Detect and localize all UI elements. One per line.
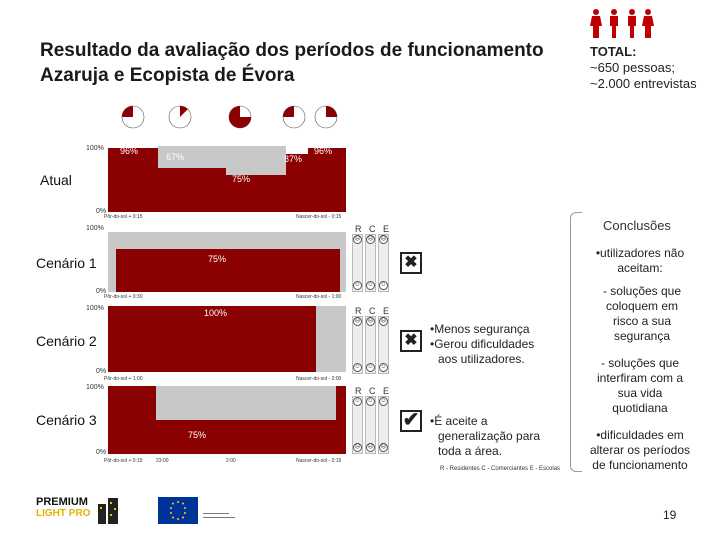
axis-mid-1: 23:00	[156, 458, 169, 464]
premium-light-pro-logo	[36, 494, 144, 526]
face-icon: ☺	[354, 282, 361, 288]
face-icon: ☺	[354, 398, 361, 404]
axis-mid-2: 2:00	[226, 458, 236, 464]
chart-atual	[108, 146, 346, 212]
face-icon: ☹	[354, 236, 361, 242]
rce-header	[355, 224, 389, 234]
page-title	[40, 38, 544, 88]
title-line-1: Resultado da avaliação dos períodos de funcionamento	[40, 40, 544, 61]
people-icon	[588, 8, 658, 38]
rce-c: C	[369, 224, 376, 234]
total-label: TOTAL:	[590, 44, 637, 59]
rce-indicator	[352, 316, 390, 374]
face-icon: ☹	[380, 236, 387, 242]
conclusion-title: Conclusões	[603, 218, 671, 233]
face-icon: ☹	[367, 318, 374, 324]
pct-top: 100%	[86, 384, 104, 391]
rce-header: R C E	[355, 306, 390, 316]
rce-indicator	[352, 396, 390, 454]
rce-r: R	[355, 224, 362, 234]
value-label: 75%	[232, 174, 251, 184]
scenario-label-3: Cenário 3	[36, 412, 97, 428]
pct-top: 100%	[86, 305, 104, 312]
conclusion-1: •utilizadores não aceitam:	[595, 246, 685, 275]
building-icon	[96, 496, 122, 524]
axis-left: Pôr-do-sol + 0:15	[104, 214, 143, 220]
value-label: 67%	[166, 152, 185, 162]
scenario-2-notes: •Menos segurança •Gerou dificuldades aos utilizadores.	[430, 322, 535, 366]
total-interviews: ~2.000 entrevistas	[590, 76, 697, 91]
axis-left: Pôr-do-sol + 0:30	[104, 294, 143, 300]
scenario-3-notes: •É aceite a generalização para toda a área.	[430, 414, 541, 458]
reject-icon: ✖	[400, 330, 422, 352]
chart-cenario-3	[108, 386, 346, 454]
clock-icons	[118, 104, 348, 134]
axis-right: Nascer-do-sol - 0:15	[296, 458, 342, 464]
page-number: 19	[663, 508, 677, 522]
rce-header: R C E	[355, 386, 390, 396]
rce-indicator	[352, 234, 390, 292]
axis-right: Nascer-do-sol - 2:00	[296, 376, 342, 382]
rce-e: E	[383, 224, 390, 234]
axis-left: Pôr-do-sol + 1:00	[104, 376, 143, 382]
bar-gap	[156, 386, 336, 420]
value-label: 75%	[208, 254, 227, 264]
pct-bottom: 0%	[96, 368, 107, 375]
pct-bottom: 0%	[96, 208, 107, 215]
bar	[308, 148, 346, 212]
face-icon: ☺	[380, 398, 387, 404]
chart-cenario-2	[108, 306, 346, 372]
conclusion-3: - soluções que interfiram com a sua vida quotidiana	[596, 356, 684, 415]
value-label: 100%	[204, 308, 228, 318]
chart-cenario-1	[108, 232, 346, 292]
face-icon: ☹	[354, 318, 361, 324]
conclusion-2: - soluções que coloquem em risco a sua segurança	[602, 284, 682, 343]
bar	[108, 148, 158, 212]
conclusion-4: •dificuldades em alterar os períodos de funcionamento	[589, 428, 691, 472]
bar	[158, 168, 226, 212]
eu-caption-lines	[203, 512, 239, 522]
logo-text-2: LIGHT PRO	[36, 508, 91, 519]
face-icon: ☹	[380, 444, 387, 450]
face-icon: ☺	[367, 282, 374, 288]
face-icon: ☹	[354, 444, 361, 450]
title-line-2: Azaruja e Ecopista de Évora	[40, 65, 295, 86]
pct-top: 100%	[86, 145, 104, 152]
face-icon: ☺	[367, 364, 374, 370]
value-label: 75%	[188, 430, 207, 440]
footnote: R - Residentes C - Comerciantes E - Escolas	[440, 466, 561, 472]
face-icon: ☹	[367, 444, 374, 450]
axis-left: Pôr-do-sol + 0:15	[104, 458, 143, 464]
value-label: 96%	[120, 146, 139, 156]
total-people: ~650 pessoas;	[590, 60, 675, 75]
face-icon: ☺	[380, 364, 387, 370]
eu-caption	[203, 512, 243, 524]
value-label: 87%	[284, 154, 303, 164]
face-icon: ☺	[354, 364, 361, 370]
bar	[116, 249, 340, 292]
scenario-label-1: Cenário 1	[36, 255, 97, 271]
pct-top: 100%	[86, 225, 104, 232]
axis-right: Nascer-do-sol - 0:15	[296, 214, 342, 220]
eu-flag-icon	[158, 497, 198, 524]
face-icon: ☹	[367, 236, 374, 242]
approve-icon: ✔	[400, 410, 422, 432]
face-icon: ☺	[367, 398, 374, 404]
value-label: 96%	[314, 146, 333, 156]
reject-icon: ✖	[400, 252, 422, 274]
logo-text-1: PREMIUM	[36, 496, 88, 508]
scenario-label-atual: Atual	[40, 172, 72, 188]
pct-bottom: 0%	[96, 449, 107, 456]
pct-bottom: 0%	[96, 288, 107, 295]
face-icon: ☺	[380, 282, 387, 288]
face-icon: ☹	[380, 318, 387, 324]
axis-right: Nascer-do-sol - 1:00	[296, 294, 342, 300]
scenario-label-2: Cenário 2	[36, 333, 97, 349]
total-summary	[590, 44, 697, 92]
